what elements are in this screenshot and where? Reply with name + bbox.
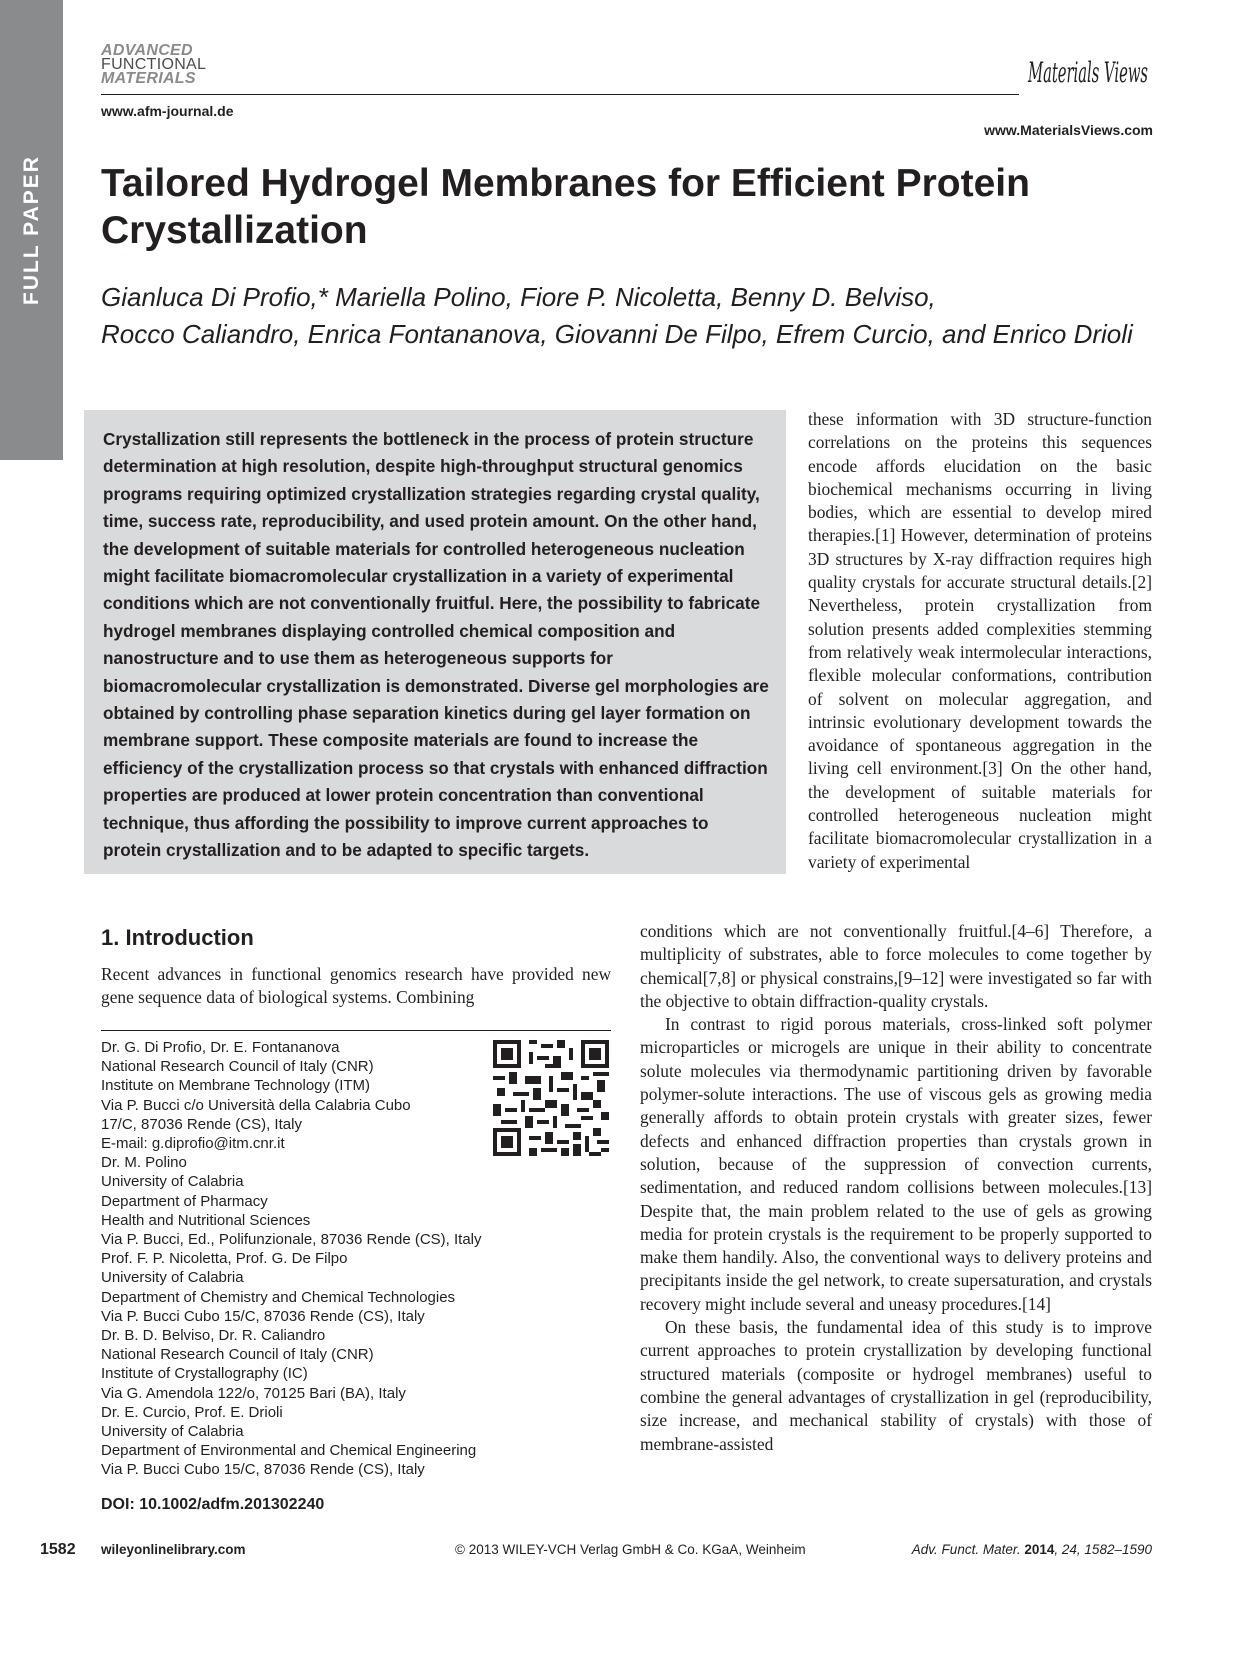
journal-url[interactable]: www.afm-journal.de (101, 103, 234, 119)
affiliation-rule (101, 1030, 611, 1031)
section-heading: 1. Introduction (101, 925, 254, 950)
affiliation-line: Department of Pharmacy (101, 1192, 268, 1210)
affiliation-line: Dr. B. D. Belviso, Dr. R. Caliandro (101, 1327, 326, 1345)
affiliation-line: Dr. G. Di Profio, Dr. E. Fontananova (101, 1039, 340, 1056)
page-footer (40, 1541, 1152, 1563)
affiliation-line: National Research Council of Italy (CNR) (101, 1346, 374, 1364)
publisher-logo-word: Materials Views (1027, 56, 1148, 89)
affiliation-line: Via G. Amendola 122/o, 70125 Bari (BA), Italy (101, 1384, 406, 1402)
affiliation-line: Via P. Bucci c/o Università della Calabria Cubo (101, 1096, 411, 1114)
affiliation-line: University of Calabria (101, 1269, 244, 1287)
affiliation-line: Department of Environmental and Chemical Engineering (101, 1442, 477, 1460)
body-column-right (640, 920, 1152, 1456)
affiliation-line: Health and Nutritional Sciences (101, 1211, 311, 1229)
affiliation-line: 17/C, 87036 Rende (CS), Italy (101, 1115, 302, 1133)
author-line: Gianluca Di Profio,* Mariella Polino, Fiore P. Nicoletta, Benny D. Belviso, (101, 282, 936, 312)
copyright: © 2013 WILEY-VCH Verlag GmbH & Co. KGaA, Weinheim (455, 1542, 806, 1557)
affiliation-line: University of Calabria (101, 1173, 244, 1191)
body-paragraph: conditions which are not conventionally fruitful.[4–6] Therefore, a multiplicity of substrates, able to force molecules to come together by chemical[7,8] or physical constrains,[9–12] were investigated so far with the objective to obtain diffraction-quality crystals. (640, 921, 1152, 1011)
journal-logo-line: MATERIALS (101, 70, 196, 87)
page-number: 1582 (40, 1541, 76, 1558)
abstract-box (84, 410, 786, 874)
journal-logo-line: FUNCTIONAL (101, 56, 207, 73)
citation-year: 2014 (1024, 1542, 1055, 1557)
doi[interactable]: DOI: 10.1002/adfm.201302240 (101, 1496, 325, 1513)
affiliation-line: National Research Council of Italy (CNR) (101, 1058, 374, 1076)
affiliation-line: Via P. Bucci, Ed., Polifunzionale, 87036 Rende (CS), Italy (101, 1231, 482, 1249)
affiliation-line: Prof. F. P. Nicoletta, Prof. G. De Filpo (101, 1250, 348, 1268)
publisher-logo (1020, 52, 1160, 116)
affiliation-line: E-mail: g.diprofio@itm.cnr.it (101, 1135, 285, 1153)
journal-logo-line: ADVANCED (101, 42, 193, 59)
journal-logo (101, 44, 231, 86)
affiliation-line: Dr. M. Polino (101, 1154, 187, 1172)
citation (912, 1542, 1152, 1557)
affiliation-line: Institute of Crystallography (IC) (101, 1365, 308, 1383)
intro-paragraph: Recent advances in functional genomics research have provided new gene sequence data of biological systems. Combining (101, 964, 611, 1008)
affiliation-line: Via P. Bucci Cubo 15/C, 87036 Rende (CS), Italy (101, 1461, 425, 1479)
affiliation-line: Via P. Bucci Cubo 15/C, 87036 Rende (CS), Italy (101, 1307, 425, 1325)
abstract-text: Crystallization still represents the bottleneck in the process of protein structure determination at high resolution, despite high-throughput structural genomics programs requiring optimized crystallization strategies regarding crystal quality, time, success rate, reproducibility, and used protein amount. On the other hand, the development of suitable materials for controlled heterogeneous nucleation might facilitate biomacromolecular crystallization in a variety of experimental conditions which are not conventionally fruitful. Here, the possibility to fabricate hydrogel membranes displaying controlled chemical composition and nanostructure and to use them as heterogeneous supports for biomacromolecular crystallization is demonstrated. Diverse gel morphologies are obtained by controlling phase separation kinetics during gel layer formation on membrane support. These composite materials are found to increase the efficiency of the crystallization process so that crystals with enhanced diffraction properties are produced at lower protein concentration than conventional technique, thus affording the possibility to improve current approaches to protein crystallization and to be adapted to specific targets. (103, 429, 769, 861)
body-paragraph: In contrast to rigid porous materials, cross-linked soft polymer microparticles or microgels are unique in their ability to concentrate solute molecules via thermodynamic partitioning driven by favorable polymer-solute interactions. The use of viscous gels as growing media generally affords to obtain protein crystals with greater sizes, fewer defects and enhanced diffraction properties than crystals grown in solution, because of the suppression of convection currents, sedimentation, and reduced random collisions between molecules.[13] Despite that, the main problem related to the use of gels as growing media for protein crystals is the requirement to be properly supported to make them handily. Also, the conventional ways to delivery proteins and precipitants inside the gel network, to create supersaturation, and crystals recovery might include several and uneasy procedures.[14] (640, 1014, 1152, 1314)
author-line: Rocco Caliandro, Enrica Fontananova, Giovanni De Filpo, Efrem Curcio, and Enrico Drioli (101, 319, 1133, 349)
affiliation-line: University of Calabria (101, 1423, 244, 1441)
affiliation-line: Dr. E. Curcio, Prof. E. Drioli (101, 1403, 283, 1421)
author-list (101, 279, 1181, 353)
qr-code[interactable] (493, 1040, 609, 1156)
section-tab-label: FULL PAPER (19, 155, 43, 305)
affiliation-line: Department of Chemistry and Chemical Technologies (101, 1288, 456, 1306)
footer-site[interactable]: wileyonlinelibrary.com (101, 1542, 246, 1557)
article-title: Tailored Hydrogel Membranes for Efficient Protein Crystallization (101, 162, 1030, 252)
affiliation-block (101, 1038, 521, 1480)
body-column-right-upper: these information with 3D structure-function correlations on the proteins this sequences encode affords elucidation on the basic biochemical mechanisms occurring in living bodies, which are essential to develop mired therapies.[1] However, determination of proteins 3D structures by X-ray diffraction requires high quality crystals for accurate structural details.[2] Nevertheless, protein crystallization from solution presents added complexities stemming from relatively weak intermolecular interactions, flexible molecular conformations, contribution of solvent on molecular aggregation, and intrinsic evolutionary development towards the avoidance of spontaneous aggregation in the living cell environment.[3] On the other hand, the development of suitable materials for controlled heterogeneous nucleation might facilitate biomacromolecular crystallization in a variety of experimental (808, 409, 1152, 872)
section-tab (0, 0, 63, 460)
publisher-url[interactable]: www.MaterialsViews.com (984, 122, 1153, 138)
citation-details: , 24, 1582–1590 (1054, 1542, 1152, 1557)
affiliation-line: Institute on Membrane Technology (ITM) (101, 1077, 371, 1095)
body-paragraph: On these basis, the fundamental idea of this study is to improve current approaches to protein crystallization by developing functional structured materials (composite or hydrogel membranes) useful to combine the general advantages of crystallization in gel (reproducibility, size increase, and mechanical stability of crystals) with those of membrane-assisted (640, 1317, 1152, 1454)
citation-journal: Adv. Funct. Mater. (911, 1542, 1021, 1557)
header-rule (101, 94, 1019, 95)
